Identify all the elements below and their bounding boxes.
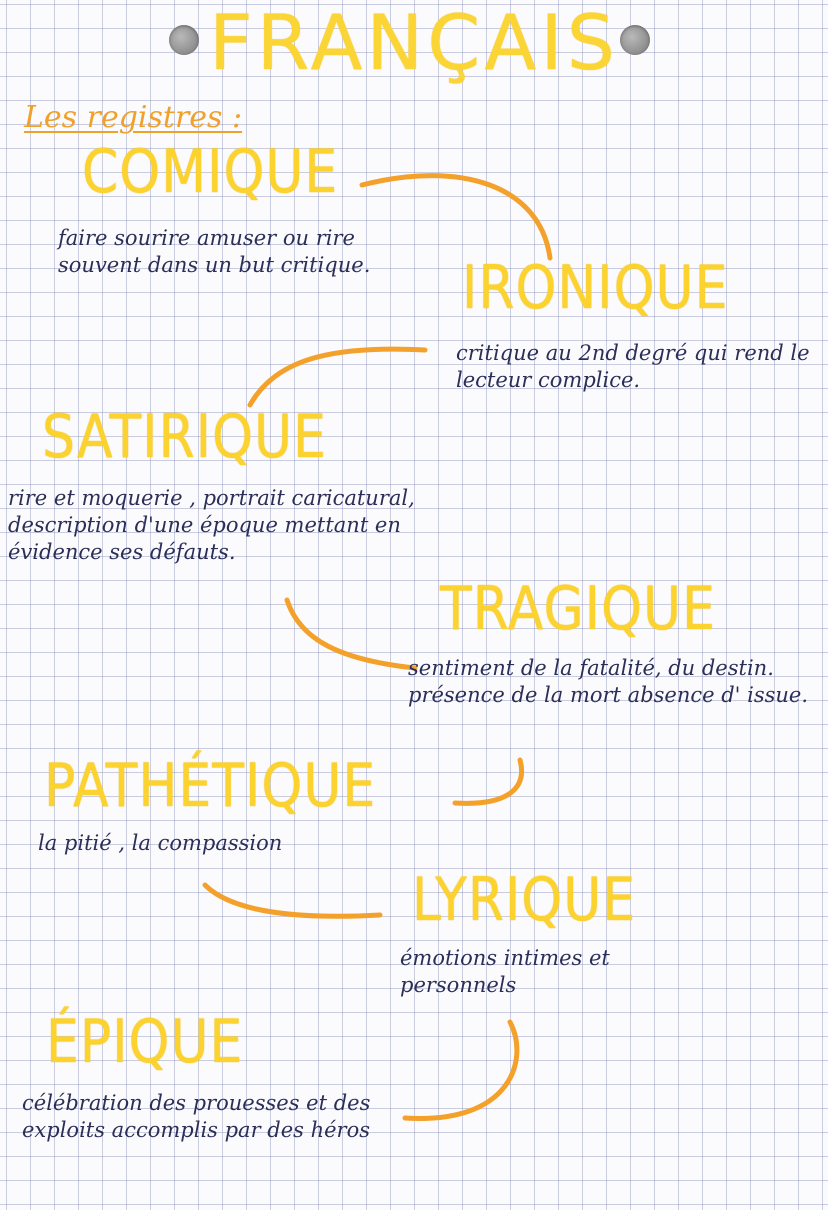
connector-tragique-pathetique xyxy=(455,760,522,803)
registre-desc-satirique: rire et moquerie , portrait caricatural, description d'une époque mettant en évidence ses défauts. xyxy=(8,486,415,564)
registre-title-lyrique: LYRIQUE xyxy=(412,866,637,935)
registre-title-pathetique: PATHÉTIQUE xyxy=(44,752,377,821)
registre-title-ironique: IRONIQUE xyxy=(462,254,729,323)
registre-title-epique: ÉPIQUE xyxy=(46,1008,244,1077)
registre-desc-lyrique: émotions intimes et personnels xyxy=(400,946,610,997)
registre-desc-comique: faire sourire amuser ou rire souvent dans un but critique. xyxy=(58,226,371,277)
registre-title-tragique: TRAGIQUE xyxy=(440,575,716,644)
registre-desc-ironique: critique au 2nd degré qui rend le lecteur complice. xyxy=(456,341,810,392)
connector-ironique-satirique xyxy=(250,349,425,405)
registre-desc-epique: célébration des prouesses et des exploits accomplis par des héros xyxy=(22,1091,371,1142)
registre-title-comique: COMIQUE xyxy=(82,138,339,207)
connector-pathetique-lyrique xyxy=(205,885,380,916)
page-title: FRANÇAIS xyxy=(209,0,619,87)
registre-desc-pathetique: la pitié , la compassion xyxy=(38,831,283,855)
connector-lyrique-epique xyxy=(405,1022,517,1119)
page-subtitle: Les registres : xyxy=(24,100,243,135)
registre-title-satirique: SATIRIQUE xyxy=(42,403,327,472)
connector-satirique-tragique xyxy=(287,600,415,668)
registre-desc-tragique: sentiment de la fatalité, du destin. présence de la mort absence d' issue. xyxy=(408,656,809,707)
